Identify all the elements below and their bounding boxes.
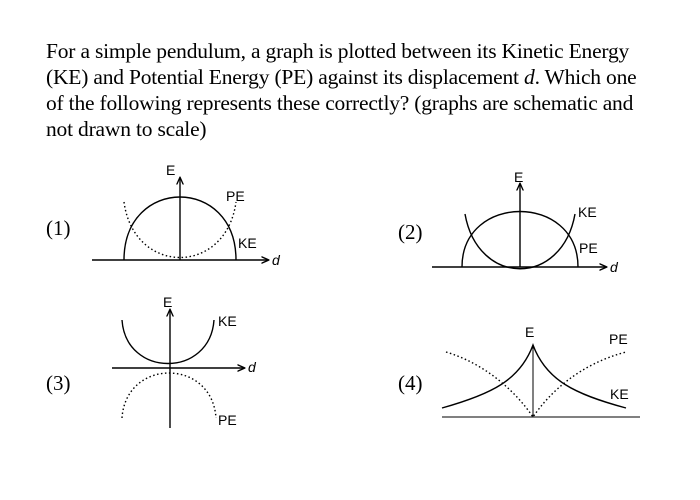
graph-3-e-label: E: [163, 294, 173, 310]
graph-3-ke-label: KE: [218, 313, 237, 329]
graph-2-d-label: d: [610, 259, 618, 275]
graph-4-pe-label: PE: [609, 331, 628, 347]
graph-3-d-label: d: [248, 359, 256, 375]
graph-4-ke-label: KE: [610, 386, 629, 402]
graph-3-pe-curve: [122, 373, 216, 418]
option-2-label: (2): [398, 220, 423, 244]
graph-3-ke-curve: [122, 320, 214, 364]
graph-1-e-label: E: [166, 162, 176, 178]
graph-4-pe-curve: [446, 352, 626, 417]
graph-4: [442, 324, 640, 417]
graph-2-ke-label: KE: [578, 204, 597, 220]
option-3-label: (3): [46, 371, 71, 395]
graph-1-ke-label: KE: [238, 235, 257, 251]
graph-2: [432, 169, 619, 275]
question-part-1: For a simple pendulum, a graph is plotted between its Kinetic Energy (KE) and Potential Energy (PE) against its displacement: [46, 39, 630, 89]
question-variable-d: d: [524, 65, 535, 89]
option-4-label: (4): [398, 371, 423, 395]
graph-1: [92, 162, 281, 268]
graph-3: [112, 294, 257, 428]
question-part-2: . Which one of the following represents these correctly? (graphs are schematic and not drawn to scale): [46, 65, 637, 141]
graph-1-pe-label: PE: [226, 188, 245, 204]
graph-2-e-label: E: [514, 169, 524, 185]
graph-1-d-label: d: [272, 252, 280, 268]
graph-2-pe-label: PE: [579, 240, 598, 256]
graph-4-e-label: E: [525, 324, 535, 340]
option-1-label: (1): [46, 216, 71, 240]
graph-3-pe-label: PE: [218, 412, 237, 428]
graph-4-ke-curve: [442, 345, 626, 408]
